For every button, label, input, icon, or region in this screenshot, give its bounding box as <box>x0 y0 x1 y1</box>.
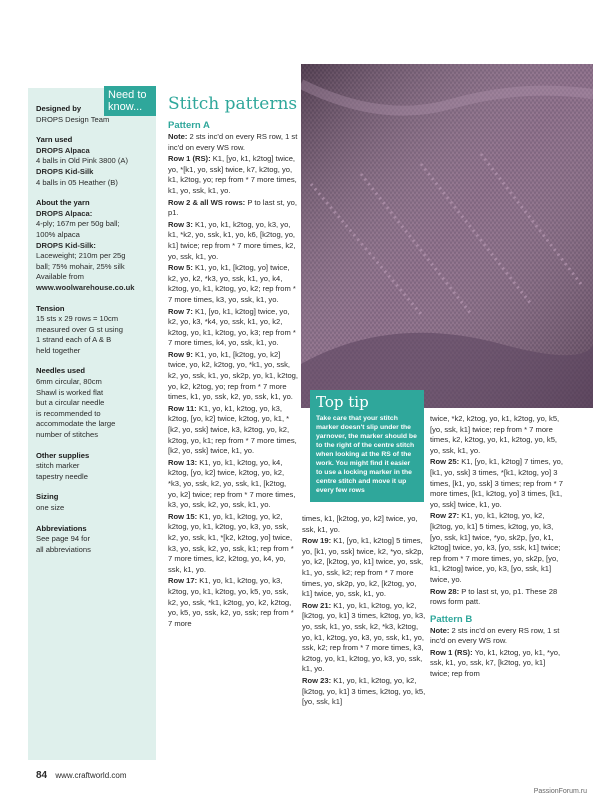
pattern-row: Row 1 (RS): Yo, k1, k2tog, yo, k1, *yo, ssk, k1, yo, ssk, k7, [k2tog, yo, k1] twice; rep from <box>430 647 561 679</box>
pattern-row: Row 5: K1, yo, k1, [k2tog, yo] twice, k2, yo, k2, *k3, yo, ssk, k1, yo, k4, k2tog, yo, k1, k2tog, yo, k2; rep from * 7 more times, k3, yo, ssk, k1, yo. <box>168 263 296 304</box>
sidebar-line: Shawl is worked flat <box>36 387 104 397</box>
sidebar-heading: Sizing <box>36 492 59 502</box>
pattern-row: Row 11: K1, yo, k1, k2tog, yo, k3, k2tog, [yo, k2] twice, k2tog, yo, k1, *[k2, yo, ssk] twice, k3, k2tog, yo, k2, k2tog, yo, k1; rep from * 7 more times, [k2, yo, ssk] twice, k1, yo. <box>168 403 297 456</box>
watermark-text: PassionForum.ru <box>533 788 587 795</box>
shawl-photo <box>301 64 593 408</box>
row-label: Note: <box>168 132 190 141</box>
pattern-row: Note: 2 sts inc'd on every RS row, 1 st inc'd on every WS row. <box>168 132 298 152</box>
row-label: Row 2 & all WS rows: <box>168 197 248 207</box>
row-label: Row 13: <box>168 457 200 467</box>
need-to-know-content <box>36 104 154 555</box>
pattern-row: Row 7: K1, [yo, k1, k2tog] twice, yo, k2, yo, k3, *k4, yo, ssk, k1, yo, k2, k2tog, yo, k1, k2tog, yo, k3; rep from * 7 more times, k4, yo, ssk, k1, yo. <box>168 306 296 348</box>
pattern-row: Row 23: K1, yo, k1, k2tog, yo, k2, [k2tog, yo, k1] 3 times, k2tog, yo, k5, [yo, ssk, k1] <box>302 675 426 707</box>
sidebar-line: 100% alpaca <box>36 229 80 239</box>
sidebar-line: DROPS Design Team <box>36 114 110 124</box>
knitted-shawl-image <box>301 64 593 408</box>
sidebar-line: but a circular needle <box>36 398 105 408</box>
pattern-row: Row 2 & all WS rows: P to last st, yo, p1. <box>168 197 297 218</box>
sidebar-heading: Other supplies <box>36 450 90 460</box>
row-label: Row 27: <box>430 511 462 521</box>
sidebar-line: See page 94 for <box>36 534 91 544</box>
sidebar-line: Laceweight; 210m per 25g <box>36 251 126 261</box>
row-label: Row 15: <box>168 511 200 521</box>
sidebar-line: measured over G st using <box>36 324 123 334</box>
row-label: Row 3: <box>168 219 196 229</box>
need-to-know-tab: Need to know... <box>104 86 156 116</box>
row-label: Row 28: <box>430 586 462 596</box>
sidebar-line: is recommended to <box>36 408 101 418</box>
pattern-row: Row 1 (RS): K1, [yo, k1, k2tog] twice, yo, *[k1, yo, ssk] twice, k7, k2tog, yo, k1, k2tog, yo; rep from * 7 more times, k1, yo, ssk, k1, yo. <box>168 154 297 195</box>
sidebar-line: 4-ply; 167m per 50g ball; <box>36 219 120 229</box>
top-tip-heading: Top tip <box>316 393 369 411</box>
pattern-row: Row 25: K1, [yo, k1, k2tog] 7 times, yo, [k1, yo, ssk] 3 times, *[k1, k2tog, yo] 3 times, [k1, yo, ssk] 3 times; rep from * 7 more times, [k1, k2tog, yo] 3 times, [k1, yo, ssk] twice, k1, yo. <box>430 457 563 509</box>
sidebar-line: DROPS Kid-Silk <box>36 166 94 176</box>
pattern-row: Row 17: K1, yo, k1, k2tog, yo, k3, k2tog, yo, k1, k2tog, yo, k5, yo, ssk, k2, yo, ssk, *k1, k2tog, yo, k2, k2tog, yo, k5, yo, ssk, k2, yo, ssk; rep from * 7 more <box>168 576 294 628</box>
page-number: 84 <box>36 770 48 781</box>
sidebar-line: 6mm circular, 80cm <box>36 377 102 387</box>
pattern-row: Row 9: K1, yo, k1, [k2tog, yo, k2] twice, yo, k2, k2tog, yo, *k1, yo, ssk, k2, yo, ssk, k1, yo, sk2p, yo, k1, k2tog, yo, k2, k2tog, yo; rep from * 7 more times, k1, yo, ssk, k2, yo, ssk, k1, yo. <box>168 349 298 402</box>
sidebar-line: www.woolwarehouse.co.uk <box>36 282 135 292</box>
row-label: Row 5: <box>168 263 196 273</box>
pattern-a-rows <box>168 132 298 629</box>
pattern-column-3 <box>430 414 566 681</box>
page-footer <box>36 770 126 781</box>
row-label: Row 19: <box>302 536 334 546</box>
pattern-column-2 <box>302 514 428 709</box>
sidebar-line: DROPS Kid-Silk: <box>36 240 96 250</box>
pattern-row: Note: 2 sts inc'd on every RS row, 1 st inc'd on every WS row. <box>430 625 560 646</box>
pattern-row: Row 28: P to last st, yo, p1. These 28 rows form patt. <box>430 586 558 607</box>
row-label: Row 9: <box>168 349 196 359</box>
row-label: Row 7: <box>168 306 196 316</box>
pattern-row: Row 21: K1, yo, k1, k2tog, yo, k2, [k2tog, yo, k1] 3 times, k2tog, yo, k3, yo, ssk, k1, yo, ssk, k2, *k3, k2tog, yo, k1, k2tog, yo, k3, yo, ssk, k1, yo, ssk, k2; rep from * 7 more times, k3, k2tog, yo, k1, k2tog, yo, k3, yo, ssk, k1, yo. <box>302 600 426 674</box>
pattern-column-1 <box>168 94 298 630</box>
pattern-row: Row 3: K1, yo, k1, k2tog, yo, k3, yo, k1, *k2, yo, ssk, k1, yo, k6, [k2tog, yo, k1] twice; rep from * 7 more times, k2, yo, ssk, k1, yo. <box>168 219 296 261</box>
sidebar-heading: Yarn used <box>36 135 73 145</box>
sidebar-line: 15 sts x 29 rows = 10cm <box>36 314 119 324</box>
top-tip-body: Take care that your stitch marker doesn't slip under the yarnover, the marker should be to the right of the centre stitch when looking at the RS of the work. You might find it easier to use a locking marker in the centre stitch and move it up every few rows <box>316 415 417 494</box>
sidebar-line: one size <box>36 503 65 512</box>
sidebar-heading: Abbreviations <box>36 523 87 533</box>
stitch-patterns-title: Stitch patterns <box>168 94 298 114</box>
sidebar-heading: Designed by <box>36 104 82 113</box>
sidebar-line: 4 balls in 05 Heather (B) <box>36 177 118 187</box>
sidebar-line: held together <box>36 345 81 355</box>
row-label: Note: <box>430 625 452 635</box>
sidebar-line: tapestry needle <box>36 471 88 481</box>
sidebar-line: all abbreviations <box>36 544 91 554</box>
pattern-b-heading: Pattern B <box>430 613 473 625</box>
row-label: Row 25: <box>430 457 462 467</box>
sidebar-line: Available from <box>36 272 84 282</box>
site-url: www.craftworld.com <box>55 771 127 780</box>
sidebar-line: number of stitches <box>36 430 99 440</box>
sidebar-line: 1 strand each of A & B <box>36 335 112 345</box>
pattern-row: Row 19: K1, [yo, k1, k2tog] 5 times, yo, [k1, yo, ssk] twice, k2, *yo, sk2p, yo, k2, [k2tog, yo, k1] twice, yo, ssk, k1, yo, ssk, k2; rep from * 7 more times, yo, sk2p, yo, k2, [k2tog, yo, k1] twice, yo, ssk, k1, yo. <box>302 536 424 599</box>
row-label: Row 1 (RS): <box>430 647 475 657</box>
pattern-row: Row 15: K1, yo, k1, k2tog, yo, k2, k2tog, yo, k1, k2tog, yo, k3, yo, ssk, k2, yo, ssk, k1, *[k2, k2tog, yo] twice, k3, yo, ssk, k2, yo, ssk, k1; rep from * 7 more times, k2, k2tog, yo, k4, yo, ssk, k1, yo. <box>168 511 294 574</box>
pattern-row: Row 27: K1, yo, k1, k2tog, yo, k2, [k2tog, yo, k1] 5 times, k2tog, yo, k3, [yo, ssk, k1] twice, *yo, sk2p, [yo, k1, k2tog] twice, yo, k3, [yo, ssk, k1] twice; rep from * 7 more times, yo, sk2p, [yo, k1, k2tog] twice, yo, k3, [yo, ssk, k1] twice, yo. <box>430 511 561 584</box>
sidebar-line: 4 balls in Old Pink 3800 (A) <box>36 156 129 166</box>
sidebar-heading: Needles used <box>36 366 85 376</box>
row-label: Row 11: <box>168 403 199 413</box>
sidebar-heading: Tension <box>36 303 65 313</box>
top-tip-box <box>310 390 424 502</box>
pattern-a-heading: Pattern A <box>168 120 210 131</box>
sidebar-heading: About the yarn <box>36 198 90 208</box>
sidebar-line: stitch marker <box>36 461 80 471</box>
pattern-row: Row 13: K1, yo, k1, k2tog, yo, k4, k2tog, [yo, k2] twice, k2tog, yo, k2, *k3, yo, ssk, k2, yo, ssk, k1, [k2tog, yo, k2] twice; rep from * 7 more times, k3, yo, ssk, k2, yo, ssk, k1, yo. <box>168 457 296 510</box>
row-label: Row 1 (RS): <box>168 154 213 164</box>
sidebar-line: DROPS Alpaca <box>36 145 90 155</box>
sidebar-line: accommodate the large <box>36 419 116 429</box>
row-label: Row 23: <box>302 675 334 685</box>
sidebar-line: DROPS Alpaca: <box>36 208 93 218</box>
row-label: Row 17: <box>168 576 200 586</box>
row-label: Row 21: <box>302 600 334 610</box>
pattern-row: twice, *k2, k2tog, yo, k1, k2tog, yo, k5, [yo, ssk, k1] twice; rep from * 7 more times, k2, k2tog, yo, k1, k2tog, yo, k5, yo, ssk, k1, yo. <box>430 414 560 455</box>
sidebar-line: ball; 75% mohair, 25% silk <box>36 261 125 271</box>
pattern-row: times, k1, [k2tog, yo, k2] twice, yo, ssk, k1, yo. <box>302 514 418 534</box>
